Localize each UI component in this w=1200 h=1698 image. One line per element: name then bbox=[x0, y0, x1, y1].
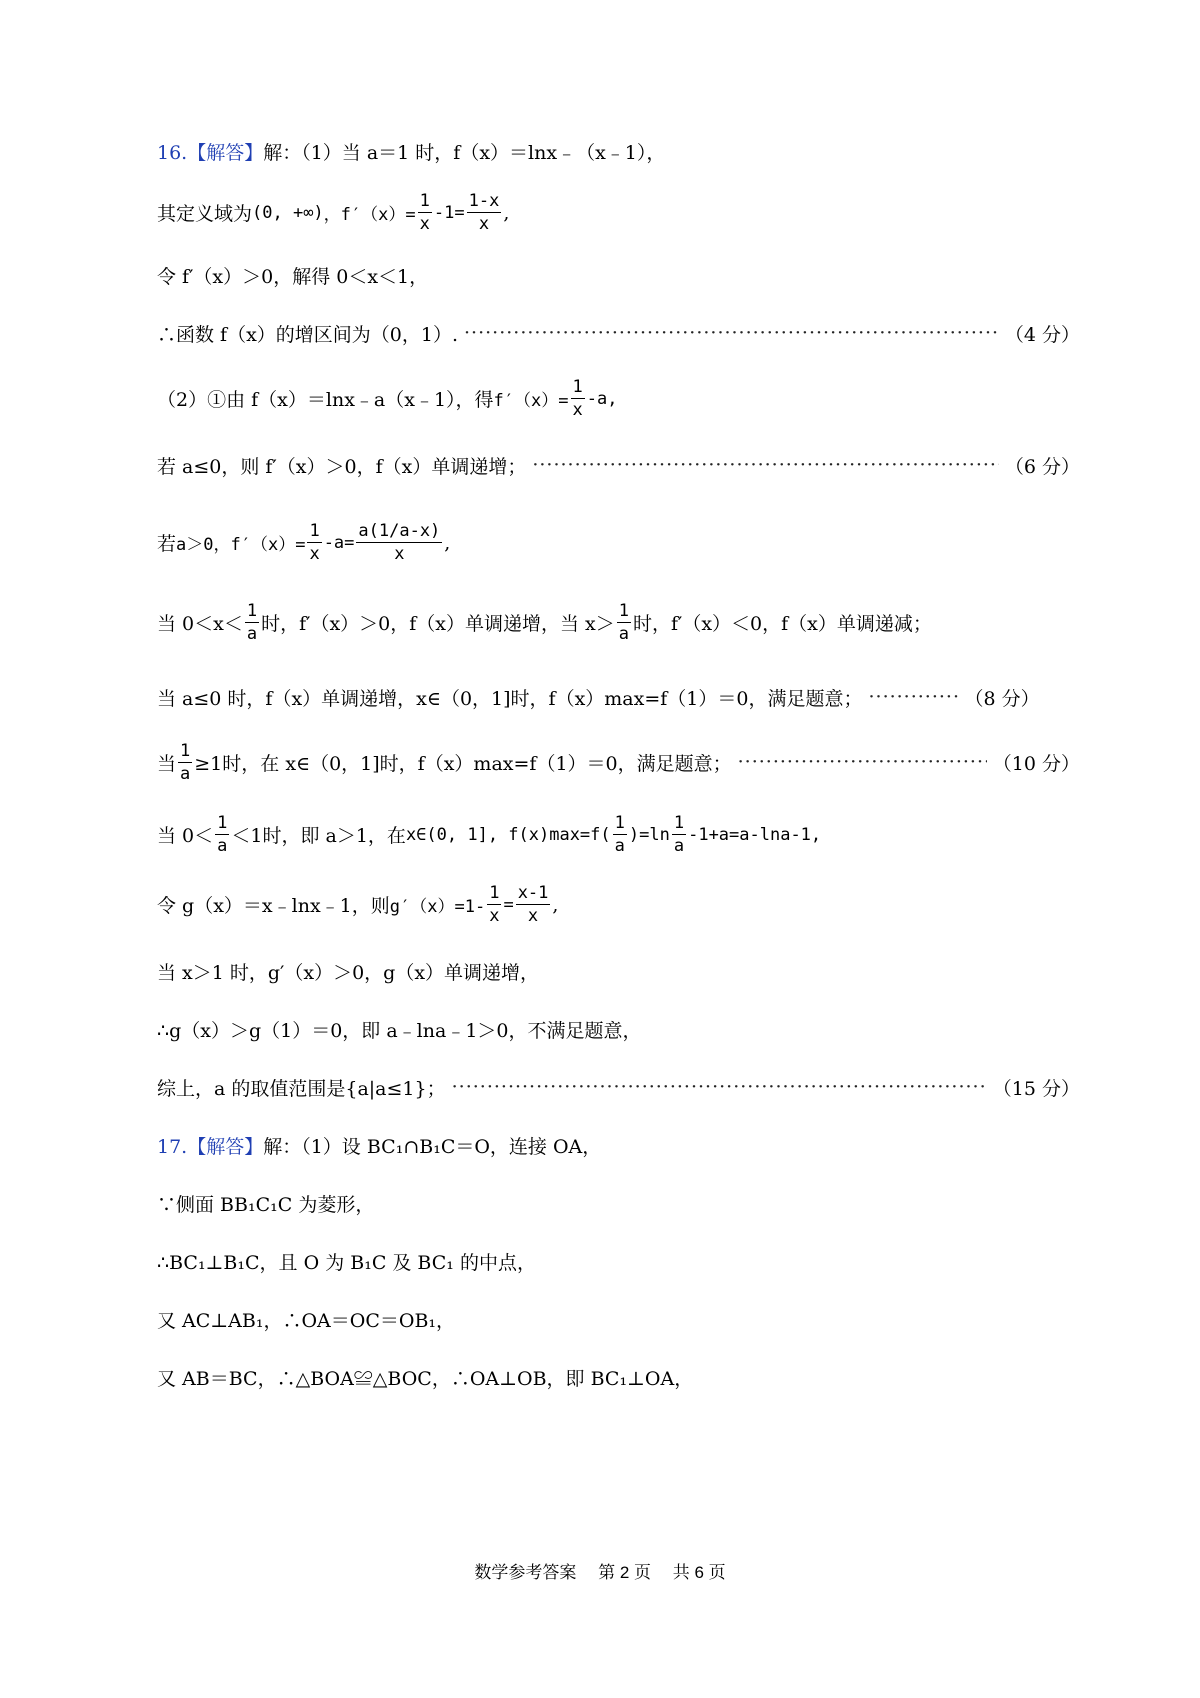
numerator: 1 bbox=[618, 601, 629, 621]
denominator: a bbox=[673, 836, 685, 856]
line-16-12 bbox=[157, 882, 1080, 927]
line-16-9 bbox=[157, 684, 1080, 711]
denominator: x bbox=[394, 544, 405, 564]
text: 当 0＜x＜ bbox=[157, 613, 243, 635]
line-16-3 bbox=[157, 262, 1080, 289]
text: , bbox=[444, 531, 451, 554]
text: a＞0，f′（x）= bbox=[176, 535, 306, 555]
text: 当 a≤0 时，f（x）单调递增，x∈（0，1]时，f（x）max=f（1）＝0，满足题意； bbox=[157, 688, 863, 710]
text: -a= bbox=[323, 532, 355, 553]
text: 当 bbox=[157, 753, 177, 775]
line-17-3 bbox=[157, 1248, 1080, 1275]
text: 若 bbox=[157, 533, 177, 555]
fraction bbox=[356, 520, 442, 565]
line-16-8 bbox=[157, 600, 1080, 645]
line-16-5 bbox=[157, 376, 1080, 421]
score: （8 分） bbox=[964, 688, 1040, 710]
denominator: x bbox=[478, 214, 490, 234]
line-16-13 bbox=[157, 958, 1080, 985]
page-footer: 数学参考答案 第 2 页 共 6 页 bbox=[474, 1563, 726, 1582]
fraction bbox=[516, 882, 551, 927]
text: -1= bbox=[433, 202, 465, 223]
text: = bbox=[503, 894, 514, 915]
text: 又 AB＝BC，∴△BOA≌△BOC，∴OA⊥OB，即 BC₁⊥OA， bbox=[157, 1368, 694, 1390]
text: ∴BC₁⊥B₁C，且 O 为 B₁C 及 BC₁ 的中点， bbox=[157, 1252, 536, 1274]
numerator: 1 bbox=[217, 813, 228, 833]
fraction bbox=[245, 600, 259, 645]
numerator: 1-x bbox=[468, 191, 500, 211]
line-16-11 bbox=[157, 812, 1080, 857]
fraction bbox=[215, 812, 229, 857]
line-16-6 bbox=[157, 452, 1080, 479]
text: 综上，a 的取值范围是{a|a≤1}； bbox=[157, 1078, 446, 1100]
denominator: x bbox=[489, 906, 500, 926]
line-16-7 bbox=[157, 520, 1080, 565]
text: 其定义域为 bbox=[157, 203, 253, 225]
text: ∴函数 f（x）的增区间为（0，1）. bbox=[157, 324, 459, 346]
text: f′（x）= bbox=[493, 391, 569, 411]
text: 解：（1）设 BC₁∩B₁C＝O，连接 OA， bbox=[263, 1136, 602, 1158]
denominator: x bbox=[572, 400, 583, 420]
score: （15 分） bbox=[992, 1078, 1080, 1100]
line-17-2 bbox=[157, 1190, 1080, 1217]
numerator: 1 bbox=[309, 521, 320, 541]
text: )=ln bbox=[628, 824, 670, 845]
fraction bbox=[487, 882, 501, 927]
line-16-15 bbox=[157, 1074, 1080, 1101]
denominator: x bbox=[527, 906, 539, 926]
text: -1+a=a-lna-1, bbox=[688, 824, 822, 845]
dot-leader bbox=[868, 688, 958, 707]
score: （10 分） bbox=[992, 753, 1080, 775]
numerator: 1 bbox=[614, 813, 625, 833]
numerator: 1 bbox=[180, 741, 191, 761]
text: 若 a≤0，则 f′（x）＞0，f（x）单调递增； bbox=[157, 456, 527, 478]
line-16-4 bbox=[157, 320, 1080, 347]
dot-leader bbox=[464, 324, 999, 343]
dot-leader bbox=[738, 753, 987, 772]
line-16-2 bbox=[157, 190, 1080, 235]
fraction bbox=[613, 812, 627, 857]
line-16-10 bbox=[157, 740, 1080, 785]
text: ≥1时，在 x∈（0，1]时，f（x）max=f（1）＝0，满足题意； bbox=[194, 753, 732, 775]
fraction bbox=[467, 190, 502, 235]
fraction bbox=[178, 740, 192, 785]
text: , bbox=[552, 893, 559, 916]
denominator: a bbox=[246, 624, 258, 644]
numerator: 1 bbox=[246, 601, 258, 621]
domain-interval: (0, +∞) bbox=[252, 202, 324, 223]
text: ∴g（x）＞g（1）＝0，即 a﹣lna﹣1＞0，不满足题意， bbox=[157, 1020, 642, 1042]
numerator: 1 bbox=[572, 377, 583, 397]
text: , bbox=[503, 201, 510, 224]
text: 令 f′（x）＞0，解得 0＜x＜1， bbox=[157, 266, 429, 288]
text: （2）①由 f（x）＝lnx﹣a（x﹣1），得 bbox=[157, 389, 494, 411]
text: -a, bbox=[586, 388, 618, 409]
line-17-1 bbox=[157, 1132, 1080, 1159]
denominator: a bbox=[618, 624, 629, 644]
text: 当 0＜ bbox=[157, 825, 214, 847]
denominator: a bbox=[217, 836, 228, 856]
line-17-4 bbox=[157, 1306, 1080, 1333]
denominator: x bbox=[309, 544, 320, 564]
text: 解：（1）当 a＝1 时，f（x）＝lnx﹣（x﹣1）， bbox=[263, 142, 666, 164]
text: 令 g（x）＝x﹣lnx﹣1，则 bbox=[157, 895, 390, 917]
numerator: x-1 bbox=[517, 883, 549, 903]
score: （6 分） bbox=[1004, 456, 1080, 478]
score: （4 分） bbox=[1004, 324, 1080, 346]
text: ＜1时，即 a＞1，在 bbox=[231, 825, 406, 847]
text: 时，f′（x）＜0，f（x）单调递减； bbox=[633, 613, 932, 635]
dot-leader bbox=[532, 456, 999, 475]
numerator: 1 bbox=[419, 191, 430, 211]
text: 又 AC⊥AB₁，∴OA＝OC＝OB₁， bbox=[157, 1310, 456, 1332]
text: 当 x＞1 时，g′（x）＞0，g（x）单调递增， bbox=[157, 962, 540, 984]
text: ，f′（x）= bbox=[323, 205, 416, 225]
text: ∵侧面 BB₁C₁C 为菱形， bbox=[157, 1194, 375, 1216]
text: g′（x）=1- bbox=[389, 897, 486, 917]
fraction bbox=[571, 376, 585, 421]
numerator: 1 bbox=[673, 813, 685, 833]
fraction bbox=[418, 190, 432, 235]
fraction bbox=[307, 520, 321, 565]
numerator: a(1/a-x) bbox=[358, 521, 441, 541]
denominator: a bbox=[614, 836, 625, 856]
line-16-1 bbox=[157, 138, 1080, 165]
denominator: x bbox=[419, 214, 430, 234]
line-16-14 bbox=[157, 1016, 1080, 1043]
fraction bbox=[617, 600, 631, 645]
fraction bbox=[672, 812, 686, 857]
question-16-label: 16.【解答】 bbox=[157, 142, 264, 164]
dot-leader bbox=[452, 1078, 987, 1097]
numerator: 1 bbox=[489, 883, 500, 903]
text: 时，f′（x）＞0，f（x）单调递增，当 x＞ bbox=[261, 613, 615, 635]
line-17-5 bbox=[157, 1364, 1080, 1391]
text: x∈(0, 1], f(x)max=f( bbox=[405, 824, 611, 845]
denominator: a bbox=[180, 764, 191, 784]
question-17-label: 17.【解答】 bbox=[157, 1136, 264, 1158]
